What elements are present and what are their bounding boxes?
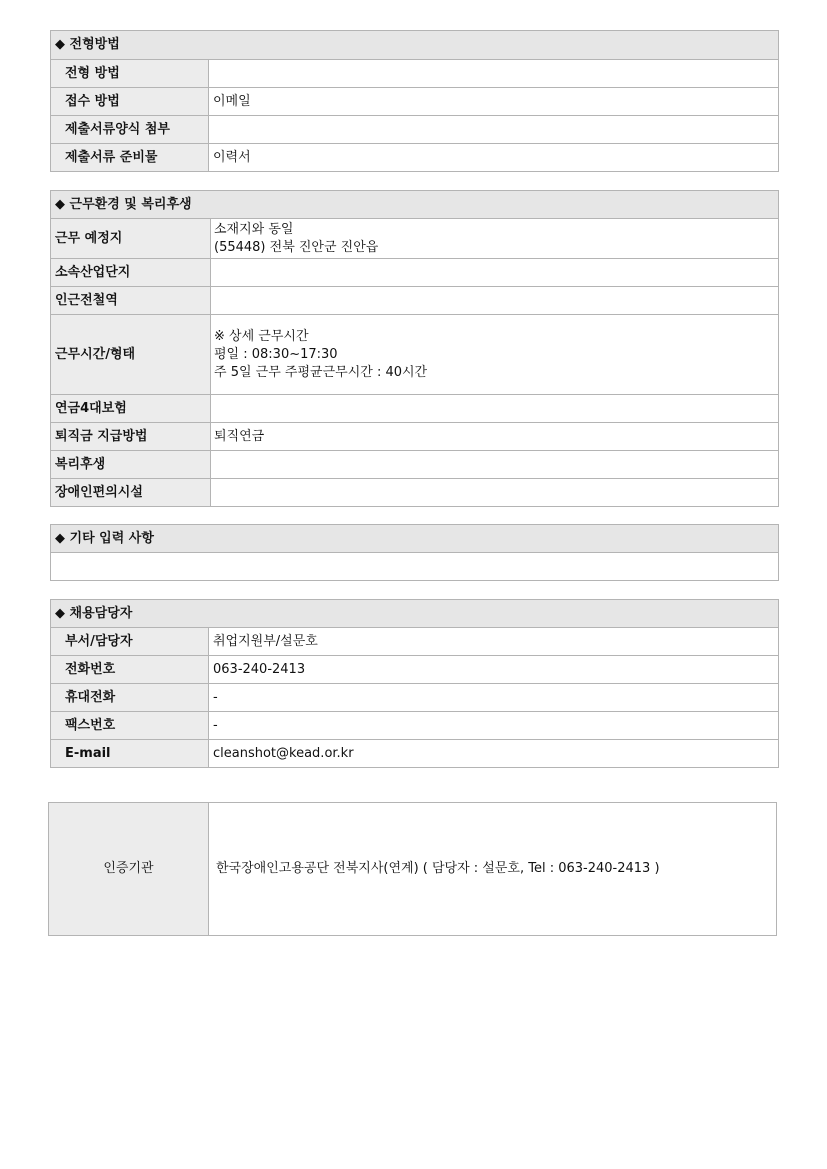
row-value-application-method: 이메일	[209, 88, 779, 116]
row-label-department: 부서/담당자	[51, 628, 209, 656]
work-hours-line: 평일 : 08:30~17:30	[214, 346, 338, 362]
row-value-welfare	[211, 451, 779, 479]
row-label-disability-facilities: 장애인편의시설	[51, 479, 211, 507]
work-hours-line: ※ 상세 근무시간	[214, 328, 309, 344]
certification-value: 한국장애인고용공단 전북지사(연계) ( 담당자 : 설문호, Tel : 063-240-2413 )	[209, 803, 777, 936]
section-header-recruiter: ◆ 채용담당자	[51, 600, 779, 628]
row-value-fax: -	[209, 712, 779, 740]
work-location-line: (55448) 전북 진안군 진안읍	[214, 239, 379, 255]
certification-table	[48, 802, 777, 936]
row-label-work-location: 근무 예정지	[51, 219, 211, 259]
row-label-mobile: 휴대전화	[51, 684, 209, 712]
row-value-severance: 퇴직연금	[211, 423, 779, 451]
row-label-fax: 팩스번호	[51, 712, 209, 740]
section-header-work-environment: ◆ 근무환경 및 복리후생	[51, 191, 779, 219]
row-value-other-info	[51, 553, 779, 581]
row-value-mobile: -	[209, 684, 779, 712]
work-hours-line: 주 5일 근무 주평균근무시간 : 40시간	[214, 364, 428, 380]
row-label-documents-required: 제출서류 준비물	[51, 144, 209, 172]
row-value-document-form	[209, 116, 779, 144]
row-label-document-form: 제출서류양식 첨부	[51, 116, 209, 144]
row-label-work-hours: 근무시간/형태	[51, 315, 211, 395]
row-value-nearby-station	[211, 287, 779, 315]
other-info-table	[50, 524, 779, 581]
row-value-email: cleanshot@kead.or.kr	[209, 740, 779, 768]
recruiter-contact-table	[50, 599, 779, 768]
row-label-nearby-station: 인근전철역	[51, 287, 211, 315]
row-value-work-hours	[211, 315, 779, 395]
row-value-department: 취업지원부/설문호	[209, 628, 779, 656]
work-environment-table	[50, 190, 779, 507]
row-value-insurance	[211, 395, 779, 423]
row-value-disability-facilities	[211, 479, 779, 507]
row-value-work-location	[211, 219, 779, 259]
row-label-insurance: 연금4대보험	[51, 395, 211, 423]
row-value-industrial-complex	[211, 259, 779, 287]
row-label-industrial-complex: 소속산업단지	[51, 259, 211, 287]
row-label-phone: 전화번호	[51, 656, 209, 684]
certification-label: 인증기관	[49, 803, 209, 936]
row-label-application-method: 접수 방법	[51, 88, 209, 116]
row-value-selection-method	[209, 60, 779, 88]
work-location-line: 소재지와 동일	[214, 221, 294, 237]
row-label-severance: 퇴직금 지급방법	[51, 423, 211, 451]
row-label-welfare: 복리후생	[51, 451, 211, 479]
selection-method-table	[50, 30, 779, 172]
row-value-phone: 063-240-2413	[209, 656, 779, 684]
section-header-selection: ◆ 전형방법	[51, 31, 779, 60]
section-header-other-info: ◆ 기타 입력 사항	[51, 525, 779, 553]
row-label-email: E-mail	[51, 740, 209, 768]
row-label-selection-method: 전형 방법	[51, 60, 209, 88]
row-value-documents-required: 이력서	[209, 144, 779, 172]
